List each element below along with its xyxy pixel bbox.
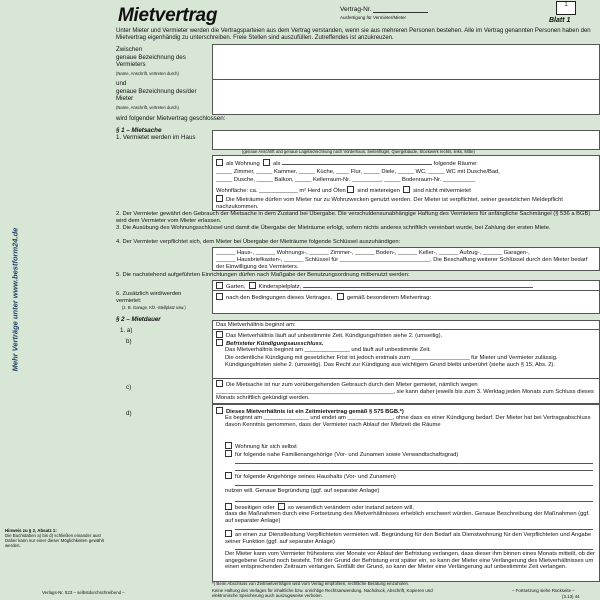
- side-strip: [0, 0, 26, 600]
- option-d-text4: Der Mieter kann vom Vermieter frühestens vier Monate vor Ablauf der Befristung verlangen, dass dieser ihm binnen eines Monats mitteilt, ob der angegebene Grund noch besteht. Tritt der Grund der Befristung erst später ein, so kann der Mieter eine Verlängerung des Mietverhältnisses um einen entsprechenden Zeitraum verlangen. Entfällt der Grund, so kann der Mieter eine Verlängerung auf unbestimmte Zeit verlangen.: [225, 551, 595, 570]
- hint-text: Die Buchstaben a) bis d) schließen einander aus! Daher kann nur einer dieser Möglichkeiten gewählt werden.: [5, 533, 104, 548]
- s2-b-label: b): [126, 338, 132, 345]
- tenant-field[interactable]: [212, 79, 600, 115]
- option-b-box: [212, 329, 600, 379]
- keys-row-2: ______ Hausbriefkasten-, ______ Schlüssel für ____________________________. Die Beschaffung weiterer Schlüssel durch den Mieter bedarf der Einwilligung des Vermieters.: [216, 257, 588, 270]
- checkbox-zeitmietvertrag[interactable]: [216, 407, 223, 414]
- landlord-sub: (Name, Anschrift, vertreten durch): [116, 71, 179, 76]
- s1-p3: 3. Die Ausübung des Wohnungsschlüssel und damit die Übergabe der Mieträume erfolgt, sofern nichts anderes schriftlich vereinbart wurde, bei Zahlung der ersten Miete.: [116, 225, 551, 231]
- extra-rental-opts: nach den Bedingungen dieses Vertrages, gemäß besonderem Mietvertrag:: [216, 293, 431, 302]
- checkbox-nicht-vermietet[interactable]: [403, 186, 410, 193]
- s1-p1: 1. Vermietet werden im Haus: [116, 134, 196, 141]
- checkbox-veraendern[interactable]: [278, 503, 285, 510]
- checkbox-kuendigungsausschluss[interactable]: [216, 339, 223, 346]
- intro-text: Unter Mieter und Vermieter werden die Vertragsparteien aus dem Vertrag verstanden, wenn sie aus mehreren Personen bestehen. Alle im Vertrag genannten Personen haben den Mietvertrag eigenhändig zu unterschreiben. Freie Stellen sind auszufüllen. Zutreffendes ist anzukreuzen.: [116, 28, 591, 42]
- contract-number-sub: Ausfertigung für Vermieter/Mieter: [340, 15, 407, 20]
- rooms-row-2: _____ Dusche, _____ Balkon, _____ Kellerraum-Nr. _________, _____ Bodenraum-Nr. __________: [216, 177, 476, 183]
- and-label: und: [116, 80, 127, 87]
- footer-publisher: Verlags-Nr. 523 – selbstdurchschreibend –: [42, 590, 125, 595]
- option-d-opt5: an einen zur Dienstleistung Verpflichteten vermieten will. Begründung für den Bedarf als Dienstwohnung für den Verpflichteten und Angabe seiner Funktion (ggf. auf separater Anlage): [225, 532, 592, 545]
- contract-number: Vertrag-Nr.: [340, 6, 428, 13]
- landlord-field[interactable]: [212, 44, 600, 80]
- checkbox-familie[interactable]: [225, 450, 232, 457]
- start-date-label: Das Mietverhältnis beginnt am:: [216, 322, 296, 328]
- checkbox-als[interactable]: [263, 159, 270, 166]
- option-b-row: Das Mietverhältnis läuft auf unbestimmte Zeit. Kündigungsfristen siehe 2. (umseitig).: [216, 331, 442, 340]
- hint-box: [5, 528, 107, 548]
- option-d-title-row: Dieses Mietverhältnis ist ein Zeitmietvertrag gemäß § 575 BGB.*): [216, 407, 404, 416]
- option-d-box: [212, 404, 600, 582]
- checkbox-voruebergehend[interactable]: [216, 380, 223, 387]
- checkbox-eigenbedarf[interactable]: [225, 442, 232, 449]
- checkbox-playground[interactable]: [249, 282, 256, 289]
- option-b2-text2: Die ordentliche Kündigung mit gesetzlicher Frist ist jedoch erstmals zum __________________ für Mieter und Vermieter zulässig. Kündigungsfristen siehe 2. (umseitig). Das Recht zur Kündigung aus wichtigem Grund bleibt unberührt (siehe auch § 15, Abs. 2).: [225, 355, 558, 368]
- business-row: Die Mieträume dürfen vom Mieter nur zu Wohnzwecken genutzt werden. Der Mieter ist verpflichtet, seiner gesetzlichen Meldepflicht nachzukommen.: [216, 197, 563, 210]
- keys-row-1: ______ Haus-, ______ Wohnungs-, ______ Zimmer-, ______ Boden-, ______ Keller-, ______ Aufzug-, ______ Garagen-,: [216, 250, 530, 256]
- checkbox-wohnzwecke[interactable]: [216, 195, 223, 202]
- footer-code: (3.13) 44: [562, 594, 580, 599]
- checkbox-unbefristet[interactable]: [216, 331, 223, 338]
- sheet-label: Blatt 1: [549, 17, 571, 24]
- rooms-box: [212, 155, 600, 211]
- tenant-sub: (Name, Anschrift, vertreten durch): [116, 105, 179, 110]
- s1-p4: 4. Der Vermieter verpflichtet sich, dem Mieter bei Übergabe der Mieträume folgende Schlüssel auszuhändigen:: [116, 239, 401, 245]
- option-d-opt2: für folgende nahe Familienangehörige (Vor- und Zunamen sowie Verwandtschaftsgrad): [225, 450, 458, 459]
- s1-p6-sub: (z. B. Garage, Kfz.-Stellplatz usw.): [122, 305, 186, 310]
- reason-line-1[interactable]: [235, 501, 593, 502]
- section2-title: § 2 – Mietdauer: [116, 316, 161, 323]
- option-d-use: nutzen will. Genaue Begründung (ggf. auf separater Anlage): [225, 488, 380, 494]
- option-d-text3: dass die Maßnahmen durch eine Fortsetzung des Mietverhältnisses erheblich erschwert würden. Genaue Beschreibung der Maßnahmen (ggf. auf separater Anlage): [225, 511, 590, 524]
- copy-stamp: 1: [556, 1, 576, 15]
- s2-a-label: 1. a): [120, 327, 133, 334]
- address-sub: (genaue Anschrift und genaue Lagebezeichnung nach Vorderhaus, Seitenflügel, Quergebäude, Stockwerk rechts, links, Mitte): [242, 149, 475, 154]
- area-row: Wohnfläche: ca. ____________ m² Herd und Öfen sind mietereigen sind nicht mitvermietet: [216, 188, 471, 194]
- checkbox-contract-terms[interactable]: [216, 293, 223, 300]
- footer-liability: Keine Haftung des Verlages für inhaltliche bzw. unrichtige Rechtsanwendung. Nachdruck, Abschrift, Kopieren und elektronische Speicherung auch auszugsweise verboten.: [212, 588, 433, 598]
- checkbox-garden[interactable]: [216, 282, 223, 289]
- option-b2-text: Das Mietverhältnis beginnt am ______________ und läuft auf unbestimmte Zeit.: [225, 347, 431, 353]
- checkbox-beseitigen[interactable]: [225, 503, 232, 510]
- facilities-row: Garten, Kinderspielplatz,: [216, 282, 533, 291]
- option-c-row: Die Mietsache ist nur zum vorübergehenden Gebrauch durch den Mieter gemietet, nämlich wegen _______________________________________________________, sie kann daher jeweils bis zum 3. Werktag jeden Monats zum Schluss dieses Monats schriftlich gekündigt werden.: [216, 382, 594, 401]
- family-line-2[interactable]: [235, 470, 593, 471]
- option-c-box: [212, 378, 600, 404]
- between-label: Zwischen: [116, 46, 143, 53]
- household-line[interactable]: [235, 485, 593, 486]
- s1-p6: 6. Zusätzlich wird/werden vermietet:: [116, 291, 182, 304]
- page-title: Mietvertrag: [118, 5, 218, 26]
- rooms-type-row: als Wohnung als folgende Räume:: [216, 159, 478, 168]
- landlord-label: genaue Bezeichnung des Vermieters: [116, 54, 186, 68]
- family-line-1[interactable]: [235, 463, 593, 464]
- checkbox-dienstwohnung[interactable]: [225, 530, 232, 537]
- s2-c-label: c): [126, 384, 132, 391]
- checkbox-wohnung[interactable]: [216, 159, 223, 166]
- footer-note: *) Beim Abschluss von Zeitmietverträgen wird vom Verlag empfohlen, rechtliche Beratung einzuholen.: [212, 581, 410, 586]
- option-d-opt4: beseitigen oder so wesentlich verändern oder instand setzen will,: [225, 503, 414, 512]
- keys-box[interactable]: [212, 247, 600, 271]
- address-field[interactable]: [212, 130, 600, 150]
- option-d-opt1: Wohnung für sich selbst: [225, 442, 297, 451]
- tenant-label: genaue Bezeichnung des/der Mieter: [116, 88, 197, 102]
- rooms-row-1: _____ Zimmer, _____ Kammer, _____ Küche, ____ Flur, _____ Diele, _____ WC, _____ WC mit Dusche/Bad,: [216, 169, 500, 175]
- hint-title: Hinweis zu § 2, Absatz 1:: [5, 528, 57, 533]
- option-b2-title-row: Befristeter Kündigungsausschluss.: [216, 339, 324, 348]
- option-d-opt3: für folgende Angehörige seines Haushalts (Vor- und Zunamen): [225, 472, 396, 481]
- extra-rental-box[interactable]: [212, 290, 600, 314]
- checkbox-separate-contract[interactable]: [337, 293, 344, 300]
- contract-number-field[interactable]: [373, 12, 428, 13]
- s2-d-label: d): [126, 410, 132, 417]
- checkbox-mietereigen[interactable]: [347, 186, 354, 193]
- section1-title: § 1 – Mietsache: [116, 127, 162, 134]
- footer-continue: – Fortsetzung siehe Rückseite –: [512, 588, 575, 593]
- service-line[interactable]: [235, 549, 593, 550]
- closing-text: wird folgender Mietvertrag geschlossen:: [116, 115, 226, 122]
- s1-p5: 5. Die nachstehend aufgeführten Einrichtungen dürfen nach Maßgabe der Benutzungsordnung mitbenutzt werden:: [116, 272, 410, 278]
- option-d-text: Es beginnt am ______________ und endet am ______________, ohne dass es einer Kündigung bedarf. Der Mieter hat bei Vertragsabschluss davon Kenntnis genommen, dass der Vermieter nach Ablauf der Mietzeit die Räume: [225, 415, 591, 428]
- s1-p2: 2. Der Vermieter gewährt den Gebrauch der Mietsache in dem Zustand bei Übergabe. Die verschuldensunabhängige Haftung des Vermieters für anfängliche Sachmängel (§ 536 a BGB) wird dem Vermieter vom Mieter erlassen.: [116, 211, 591, 224]
- side-website-text: Mehr Verträge unter www.bestform24.de: [10, 227, 20, 372]
- checkbox-haushalt[interactable]: [225, 472, 232, 479]
